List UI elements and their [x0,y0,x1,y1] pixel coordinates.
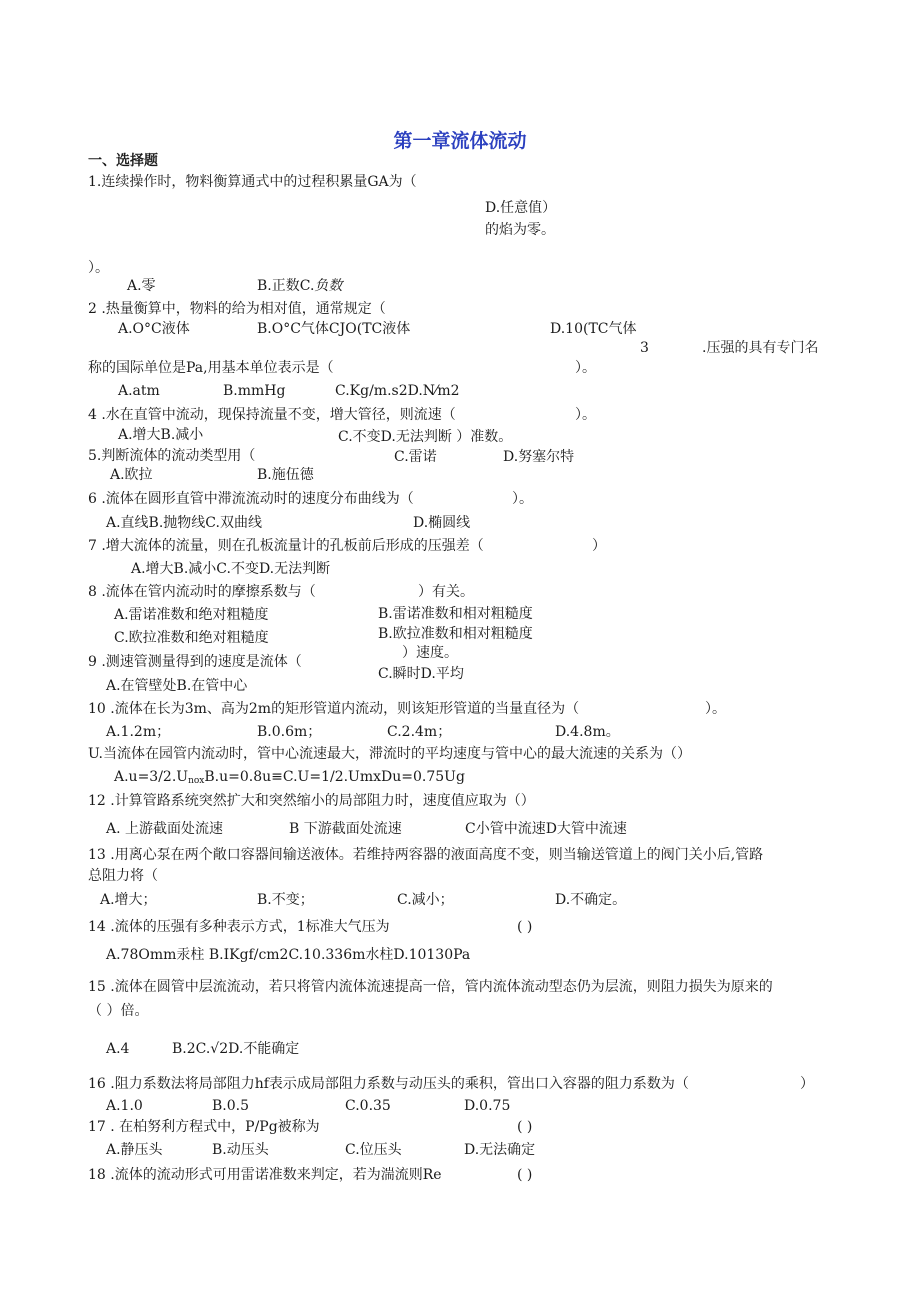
q13-option-c: C.减小； [397,892,454,908]
q3-close: ）。 [575,360,596,376]
question-3: 称的国际单位是Pa,用基本单位表示是（ [88,360,334,376]
q12-option-cd: C小管中流速D大管中流速 [465,821,627,837]
q10-close: ）。 [705,701,726,717]
question-5: 5.判断流体的流动类型用（ [88,448,256,464]
question-13: 13 .用离心泵在两个敞口容器间输送液体。若维持两容器的液面高度不变，则当输送管道上的阀门关小后,管路 [88,847,764,863]
question-2: 2 .热量衡算中，物料的给为相对值，通常规定（ [88,301,386,317]
q11-options-post: B.u=0.8u≡C.U=1/2.UmxDu=0.75Ug [204,769,465,785]
q15-continuation: （ ）倍。 [88,1003,149,1019]
q17-paren: ( ) [517,1119,533,1135]
q8-close: ）有关。 [418,584,474,600]
q2-option-d: D.10(TC气体 [550,321,637,337]
q12-option-b: B 下游截面处流速 [289,821,402,837]
q7-close: ） [592,538,606,554]
q11-options-sub: nox [188,776,205,786]
question-8: 8 .流体在管内流动时的摩擦系数与（ [88,584,316,600]
q10-option-c: C.2.4m； [387,724,452,740]
q9-option-ab: A.在管壁处B.在管中心 [106,678,248,694]
question-9: 9 .测速管测量得到的速度是流体（ [88,654,302,670]
q1-close: ）。 [88,260,109,276]
q11-options-pre: A.u=3/2.U [114,769,189,785]
q7-options: A.增大B.减小C.不变D.无法判断 [131,561,331,577]
q10-option-a: A.1.2m； [106,724,171,740]
question-15: 15 .流体在圆管中层流流动，若只将管内流体流速提高一倍，管内流体流动型态仍为层流，则阻力损失为原来的 [88,979,773,995]
q8-option-c: C.欧拉准数和绝对粗糙度 [114,630,269,646]
q10-option-d: D.4.8m。 [555,724,620,740]
q4-close: ）。 [575,407,596,423]
q18-paren: ( ) [517,1167,533,1183]
q14-paren: ( ) [517,919,533,935]
q3-option-b: B.mmHg [223,383,286,399]
q16-option-c: C.0.35 [345,1098,391,1114]
question-18: 18 .流体的流动形式可用雷诺准数来判定，若为湍流则Re [88,1167,442,1183]
q3-number: 3 [640,340,649,356]
q8-option-a: A.雷诺准数和绝对粗糙度 [114,607,269,623]
question-4: 4 .水在直管中流动，现保持流量不变，增大管径，则流速（ [88,407,456,423]
q3-option-a: A.atm [118,383,160,399]
q9-speed: ）速度。 [402,645,458,661]
question-10: 10 .流体在长为3m、高为2m的矩形管道内流动，则该矩形管道的当量直径为（ [88,701,580,717]
question-17: 17 . 在柏努利方程式中，P/Pg被称为 [88,1119,320,1135]
q2-option-bc: B.O°C气体CJO(TC液体 [257,321,411,337]
q6-option-abc: A.直线B.抛物线C.双曲线 [106,515,262,531]
q1-continuation: 的焰为零。 [485,222,555,238]
q4-option-ab: A.增大B.减小 [118,427,204,443]
page-title: 第一章流体流动 [393,130,527,152]
q17-option-c: C.位压头 [345,1142,402,1158]
question-16: 16 .阻力系数法将局部阻力hf表示成局部阻力系数与动压头的乘积，管出口入容器的阻力系数为（ [88,1076,689,1092]
q13-option-a: A.增大； [100,892,157,908]
q13-continuation: 总阻力将（ [88,868,158,884]
question-1: 1.连续操作时，物料衡算通式中的过程积累量GA为（ [88,174,417,190]
q16-option-b: B.0.5 [212,1098,250,1114]
question-7: 7 .增大流体的流量，则在孔板流量计的孔板前后形成的压强差（ [88,538,484,554]
q6-close: ）。 [512,491,533,507]
q16-option-a: A.1.0 [106,1098,143,1114]
q12-option-a: A. 上游截面处流速 [106,821,224,837]
question-11: U.当流体在园管内流动时，管中心流速最大，滞流时的平均速度与管中心的最大流速的关系为（） [88,746,691,762]
question-12: 12 .计算管路系统突然扩大和突然缩小的局部阻力时，速度值应取为（） [88,793,535,809]
q6-option-d: D.椭圆线 [413,515,471,531]
q1-option-d: D.任意值） [485,200,557,216]
q1-option-a: A.零 [127,278,156,294]
q8-option-d: B.欧拉准数和相对粗糙度 [378,626,533,642]
q15-option-bcd: B.2C.√2D.不能确定 [172,1041,300,1057]
q17-option-d: D.无法确定 [464,1142,536,1158]
q5-option-d: D.努塞尔特 [503,449,575,465]
q9-option-cd: C.瞬时D.平均 [378,666,464,682]
q1-option-bc-text: B.正数C. [257,278,315,294]
q5-option-a: A.欧拉 [110,467,153,483]
section-heading: 一、选择题 [88,153,158,169]
q17-option-b: B.动压头 [212,1142,269,1158]
q1-option-c-italic: 负数 [314,278,343,294]
question-6: 6 .流体在圆形直管中滞流流动时的速度分布曲线为（ [88,491,414,507]
q3-option-cd: C.Kg/m.s2D.N⁄m2 [335,383,460,399]
q14-options: A.78Omm汞柱 B.IKgf/cm2C.10.336m水柱D.10130Pa [106,947,471,963]
q16-close: ） [800,1076,814,1092]
question-14: 14 .流体的压强有多种表示方式，1标准大气压为 [88,919,390,935]
q3-head: .压强的具有专门名 [702,340,819,356]
q13-option-b: B.不变； [257,892,314,908]
q11-options [114,768,465,786]
q5-option-c: C.雷诺 [394,449,437,465]
q4-option-cd: C.不变D.无法判断 ）准数。 [338,429,513,445]
q13-option-d: D.不确定。 [555,892,627,908]
q10-option-b: B.0.6m； [257,724,322,740]
q8-option-b: B.雷诺准数和相对粗糙度 [378,606,533,622]
q1-option-bc [257,277,342,295]
q16-option-d: D.0.75 [464,1098,511,1114]
q5-option-b: B.施伍德 [257,467,314,483]
q15-option-a: A.4 [106,1041,130,1057]
q2-option-a: A.O°C液体 [118,321,190,337]
q17-option-a: A.静压头 [106,1142,163,1158]
